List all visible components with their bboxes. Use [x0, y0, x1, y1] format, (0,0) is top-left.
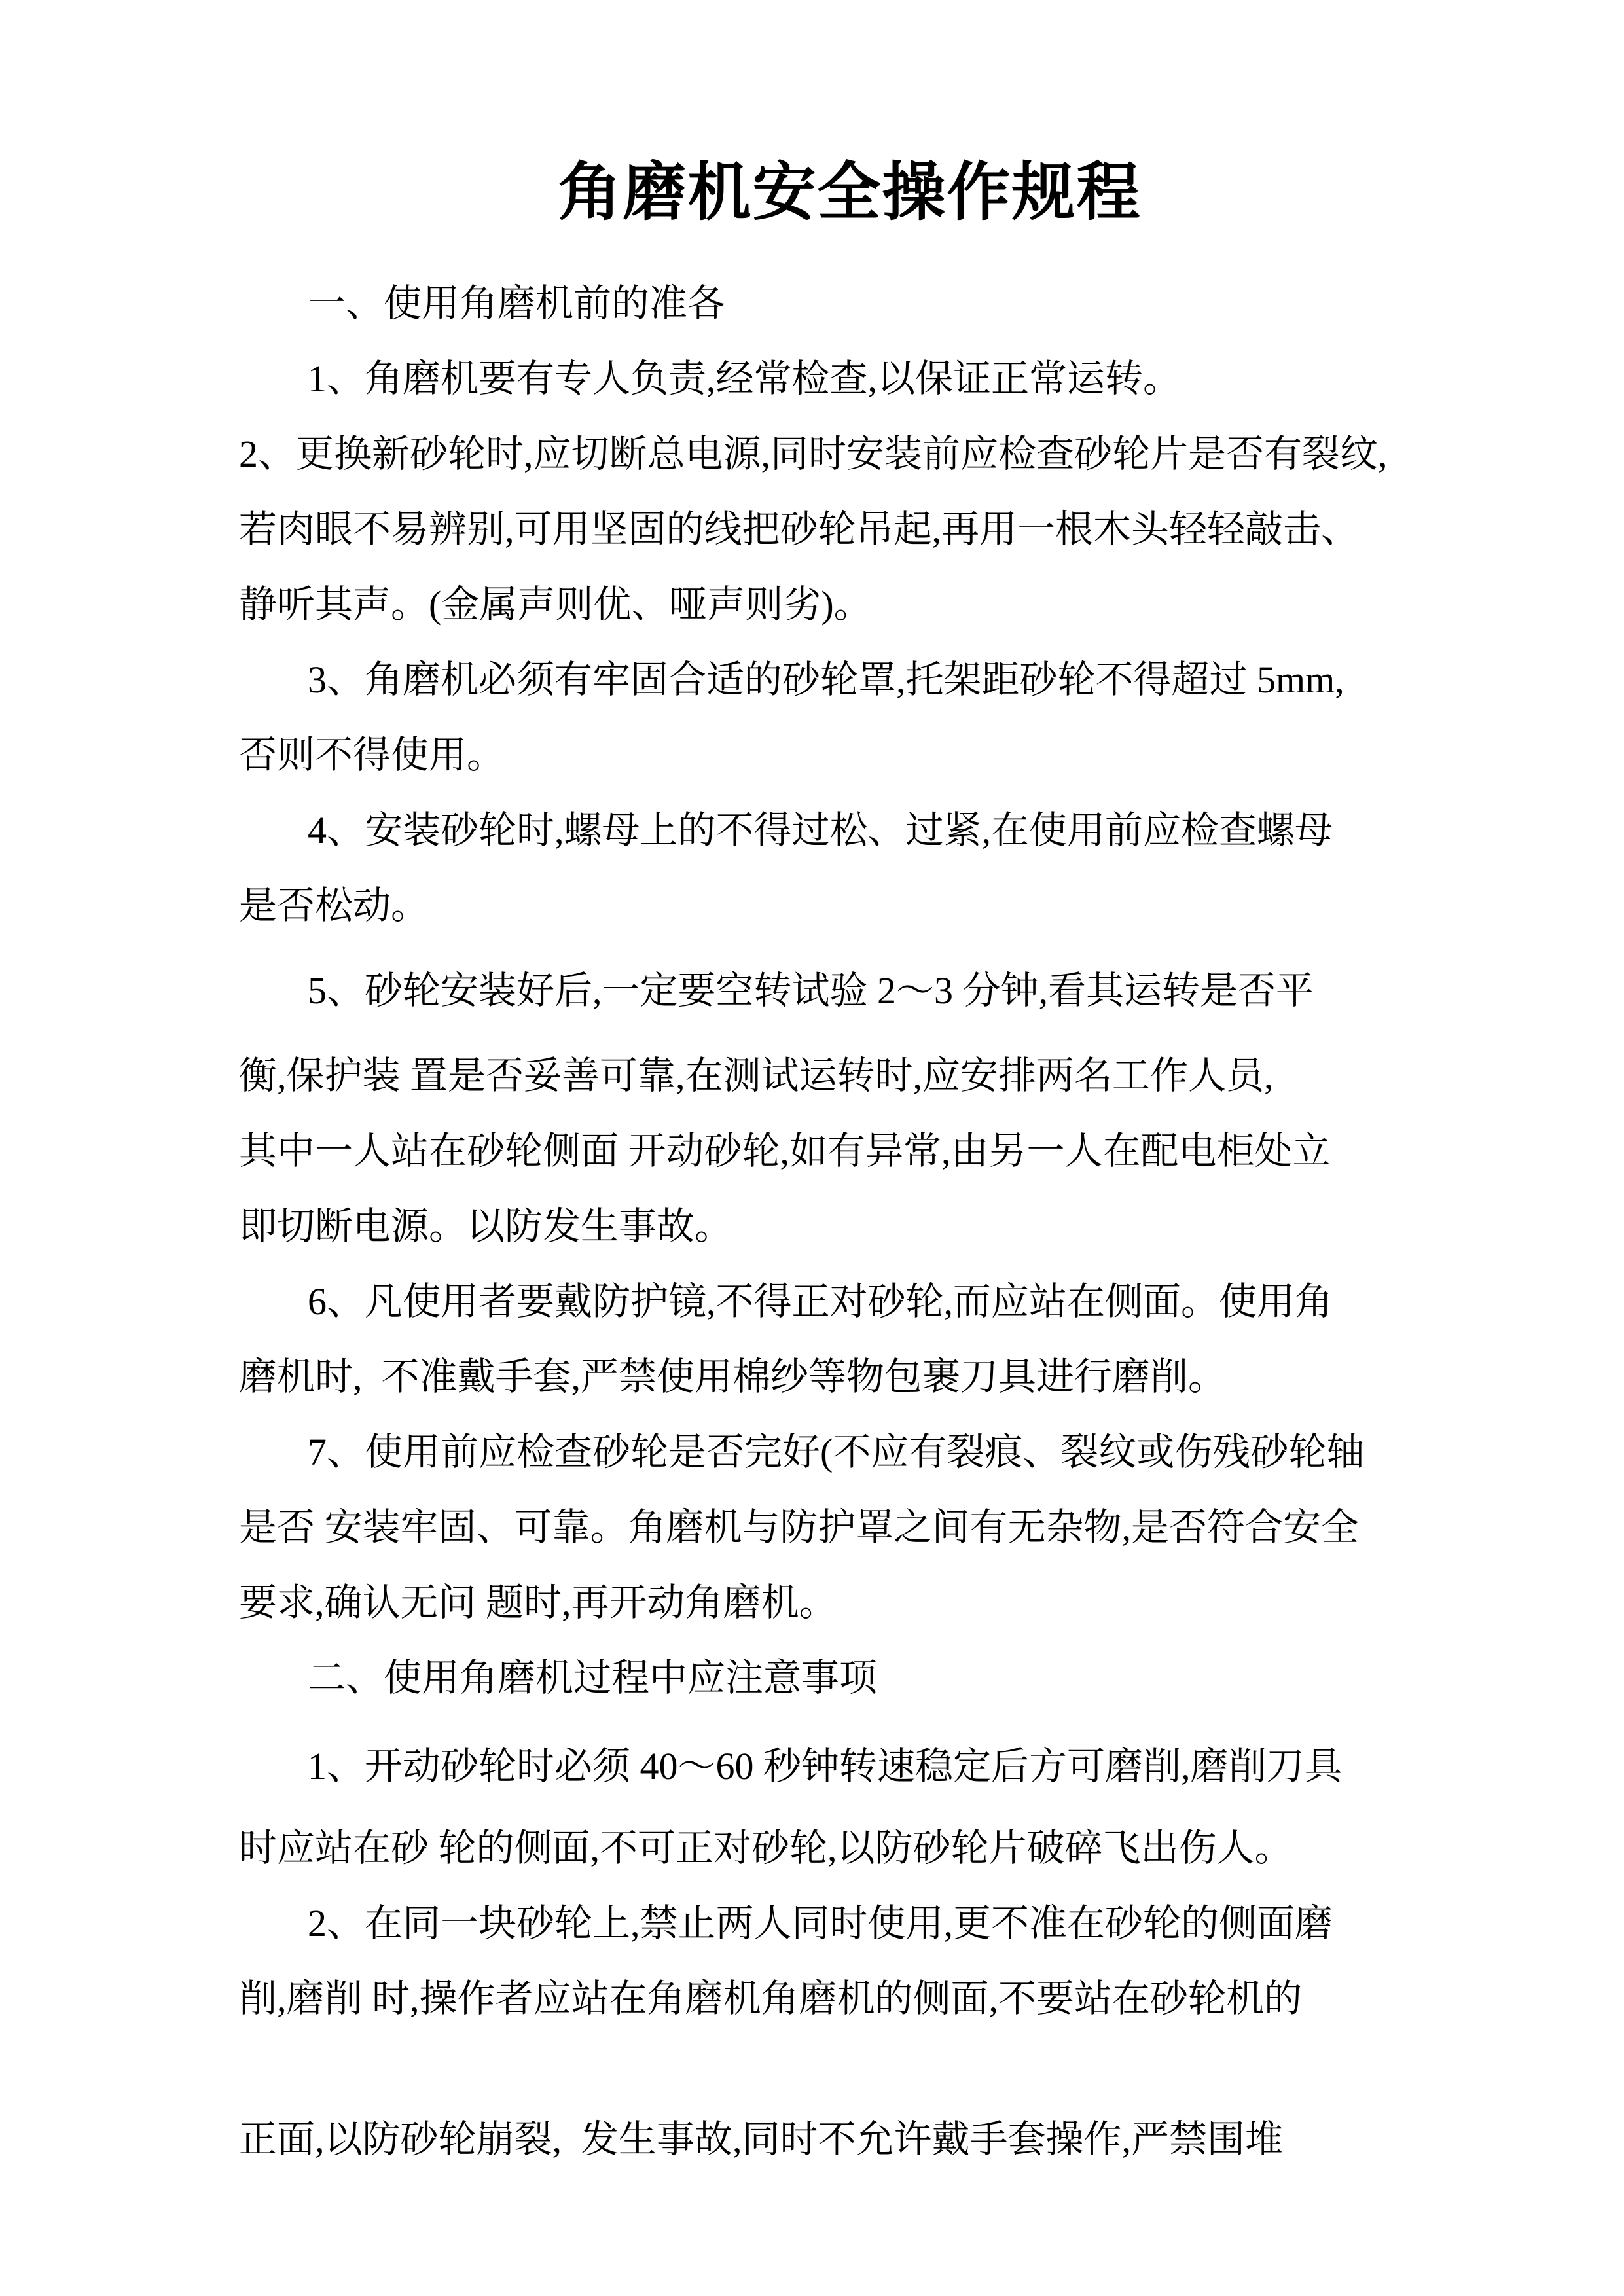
text-line: 2、更换新砂轮时,应切断总电源,同时安装前应检查砂轮片是否有裂纹, — [239, 433, 1388, 475]
text-line: 即切断电源。以防发生事故。 — [239, 1205, 733, 1247]
text-line: 6、凡使用者要戴防护镜,不得正对砂轮,而应站在侧面。使用角 — [308, 1280, 1333, 1323]
text-line: 是否 安装牢固、可靠。角磨机与防护罩之间有无杂物,是否符合安全 — [239, 1506, 1360, 1549]
text-line-section-1-heading: 一、使用角磨机前的准各 — [308, 282, 726, 325]
text-line: 7、使用前应检查砂轮是否完好(不应有裂痕、裂纹或伤残砂轮轴 — [308, 1431, 1365, 1473]
text-line: 5、砂轮安装好后,一定要空转试验 2〜3 分钟,看其运转是否平 — [308, 969, 1314, 1012]
text-line: 衡,保护装 置是否妥善可靠,在测试运转时,应安排两名工作人员, — [239, 1054, 1274, 1097]
text-line: 要求,确认无问 题时,再开动角磨机。 — [239, 1581, 837, 1624]
document-title: 角磨机安全操作规程 — [558, 158, 1142, 228]
text-line: 否则不得使用。 — [239, 734, 505, 776]
text-line: 1、角磨机要有专人负责,经常检查,以保证正常运转。 — [308, 357, 1182, 400]
text-line: 是否松动。 — [239, 884, 429, 927]
text-line: 其中一人站在砂轮侧面 开动砂轮,如有异常,由另一人在配电柜处立 — [239, 1130, 1331, 1172]
text-line: 时应站在砂 轮的侧面,不可正对砂轮,以防砂轮片破碎飞出伤人。 — [239, 1827, 1293, 1869]
text-line: 若肉眼不易辨别,可用坚固的线把砂轮吊起,再用一根木头轻轻敲击、 — [239, 508, 1360, 550]
text-line: 磨机时, 不准戴手套,严禁使用棉纱等物包裹刀具进行磨削。 — [239, 1355, 1227, 1398]
text-line: 3、角磨机必须有牢固合适的砂轮罩,托架距砂轮不得超过 5mm, — [308, 658, 1344, 701]
text-line: 正面,以防砂轮崩裂, 发生事故,同时不允许戴手套操作,严禁围堆 — [239, 2118, 1284, 2161]
text-line: 2、在同一块砂轮上,禁止两人同时使用,更不准在砂轮的侧面磨 — [308, 1902, 1333, 1945]
text-line: 4、安装砂轮时,螺母上的不得过松、过紧,在使用前应检查螺母 — [308, 809, 1333, 852]
text-line: 静听其声。(金属声则优、哑声则劣)。 — [239, 583, 872, 626]
text-line: 削,磨削 时,操作者应站在角磨机角磨机的侧面,不要站在砂轮机的 — [239, 1977, 1303, 2020]
text-line-section-2-heading: 二、使用角磨机过程中应注意事项 — [308, 1657, 878, 1699]
document-body — [0, 266, 1624, 2177]
text-line: 1、开动砂轮时必须 40〜60 秒钟转速稳定后方可磨削,磨削刀具 — [308, 1745, 1343, 1787]
